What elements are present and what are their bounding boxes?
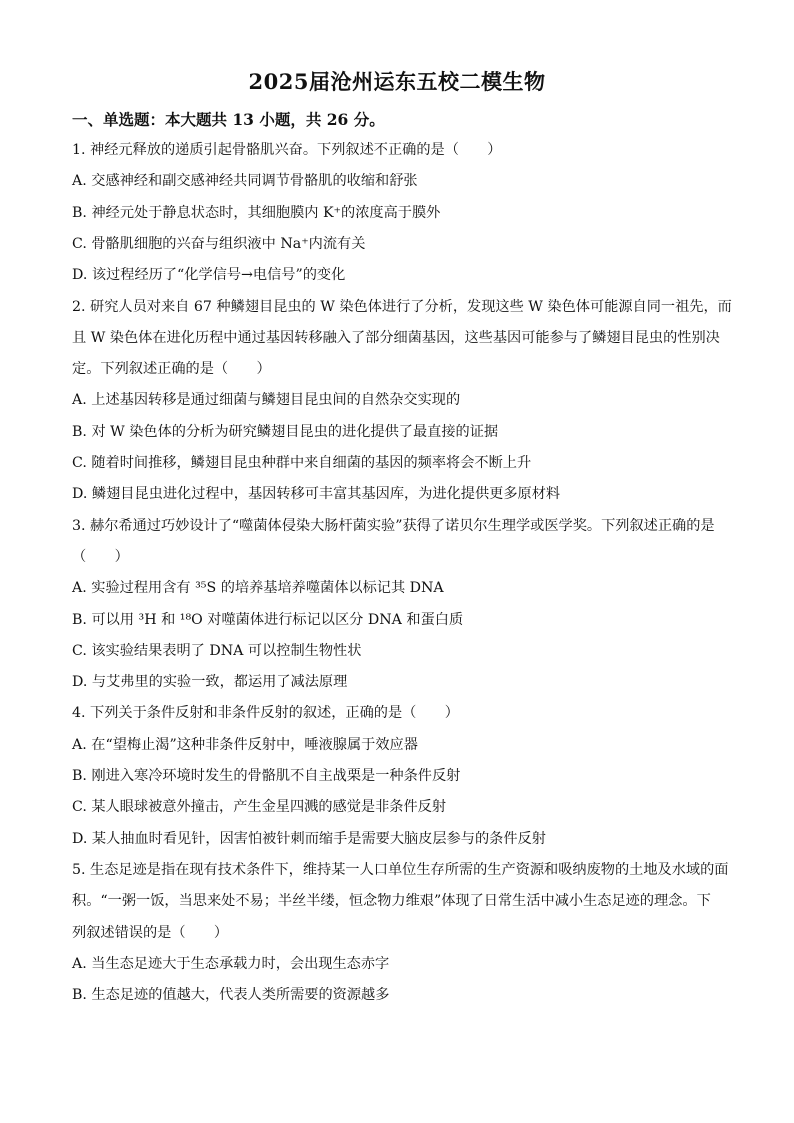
answer-option: B. 生态足迹的值越大，代表人类所需要的资源越多 xyxy=(72,987,390,1004)
answer-option: A. 在“望梅止渴”这种非条件反射中，唾液腺属于效应器 xyxy=(72,736,418,753)
question-text-line: 积。“一粥一饭，当思来处不易；半丝半缕，恒念物力维艰”体现了日常生活中减小生态足迹的理念。下 xyxy=(72,893,711,910)
answer-option: C. 骨骼肌细胞的兴奋与组织液中 Na⁺内流有关 xyxy=(72,235,366,252)
question-stem-line: 4. 下列关于条件反射和非条件反射的叙述，正确的是（ ） xyxy=(72,705,459,722)
answer-option: A. 交感神经和副交感神经共同调节骨骼肌的收缩和舒张 xyxy=(72,173,418,190)
answer-option: B. 可以用 ³H 和 ¹⁸O 对噬菌体进行标记以区分 DNA 和蛋白质 xyxy=(72,611,464,628)
answer-option: A. 实验过程用含有 ³⁵S 的培养基培养噬菌体以标记其 DNA xyxy=(72,580,444,597)
question-stem-line: 5. 生态足迹是指在现有技术条件下，维持某一人口单位生存所需的生产资源和吸纳废物的土地及水域的面 xyxy=(72,861,729,878)
page-title: 2025届沧州运东五校二模生物 xyxy=(248,69,546,94)
question-text-line: （ ） xyxy=(72,548,129,565)
section-heading: 一、单选题：本大题共 13 小题，共 26 分。 xyxy=(72,110,385,129)
answer-option: B. 刚进入寒冷环境时发生的骨骼肌不自主战栗是一种条件反射 xyxy=(72,768,461,784)
question-stem-line: 2. 研究人员对来自 67 种鳞翅目昆虫的 W 染色体进行了分析，发现这些 W 染色体可能源自同一祖先，而 xyxy=(72,298,732,315)
answer-option: C. 该实验结果表明了 DNA 可以控制生物性状 xyxy=(72,642,362,659)
answer-option: D. 该过程经历了“化学信号→电信号”的变化 xyxy=(72,267,346,284)
answer-option: A. 当生态足迹大于生态承载力时，会出现生态赤字 xyxy=(72,955,390,972)
question-text-line: 且 W 染色体在进化历程中通过基因转移融入了部分细菌基因，这些基因可能参与了鳞翅目昆虫的性别决 xyxy=(72,329,720,346)
answer-option: D. 某人抽血时看见针，因害怕被针刺而缩手是需要大脑皮层参与的条件反射 xyxy=(72,830,546,847)
answer-option: B. 神经元处于静息状态时，其细胞膜内 K⁺的浓度高于膜外 xyxy=(72,204,441,221)
answer-option: A. 上述基因转移是通过细菌与鳞翅目昆虫间的自然杂交实现的 xyxy=(72,392,461,409)
answer-option: C. 随着时间推移，鳞翅目昆虫种群中来自细菌的基因的频率将会不断上升 xyxy=(72,455,532,471)
question-stem-line: 1. 神经元释放的递质引起骨骼肌兴奋。下列叙述不正确的是（ ） xyxy=(72,142,502,158)
answer-option: B. 对 W 染色体的分析为研究鳞翅目昆虫的进化提供了最直接的证据 xyxy=(72,423,499,440)
question-text-line: 列叙述错误的是（ ） xyxy=(72,924,229,941)
question-text-line: 定。下列叙述正确的是（ ） xyxy=(72,361,271,378)
answer-option: D. 鳞翅目昆虫进化过程中，基因转移可丰富其基因库，为进化提供更多原材料 xyxy=(72,486,561,503)
answer-option: D. 与艾弗里的实验一致，都运用了减法原理 xyxy=(72,674,348,691)
question-stem-line: 3. 赫尔希通过巧妙设计了“噬菌体侵染大肠杆菌实验”获得了诺贝尔生理学或医学奖。下列叙述正确的是 xyxy=(72,517,715,534)
answer-option: C. 某人眼球被意外撞击，产生金星四溅的感觉是非条件反射 xyxy=(72,799,447,816)
